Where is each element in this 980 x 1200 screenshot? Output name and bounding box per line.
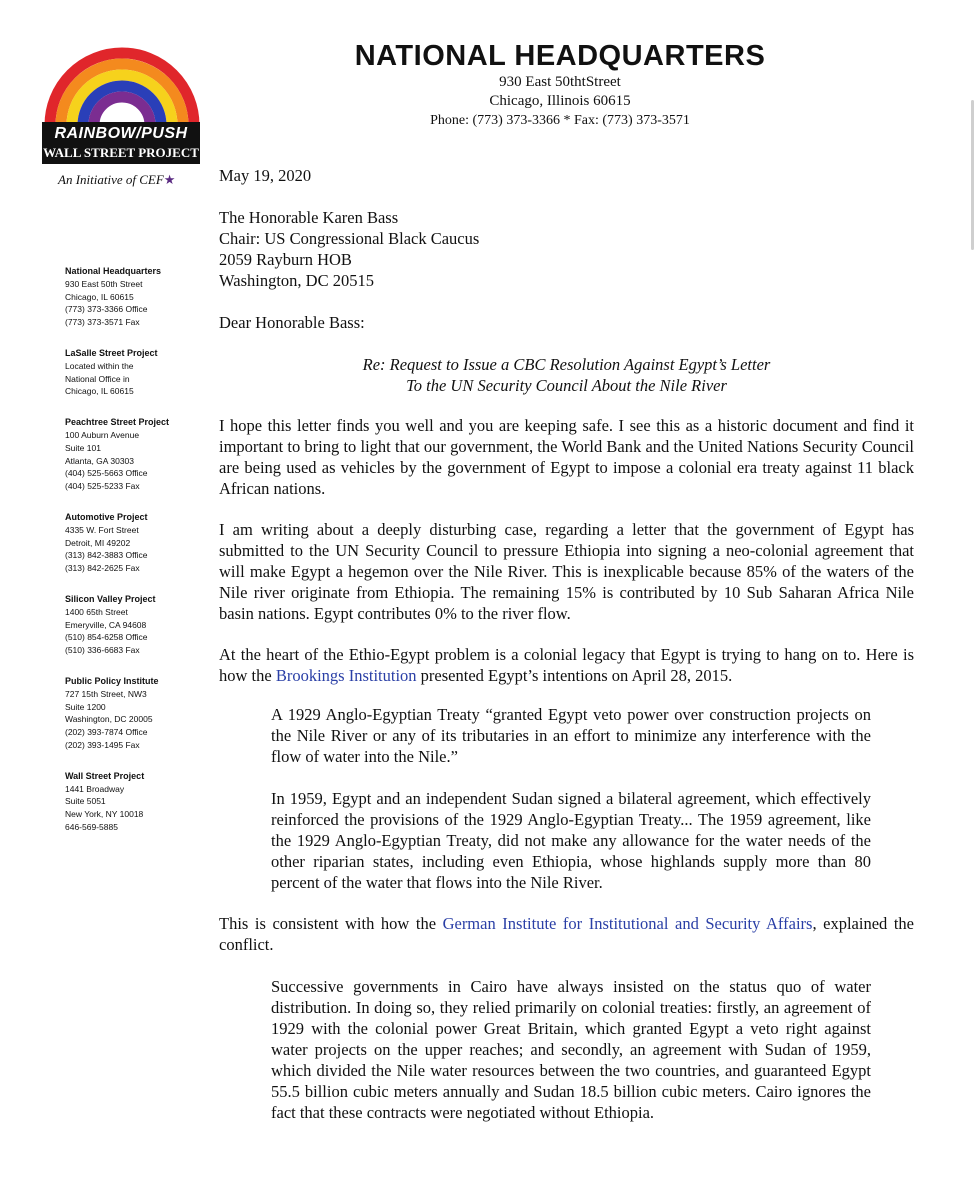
subject-line-1: Re: Request to Issue a CBC Resolution Against Egypt’s Letter [362, 355, 771, 374]
office-line: Emeryville, CA 94608 [65, 619, 147, 630]
quote-2: In 1959, Egypt and an independent Sudan signed a bilateral agreement, which effectively reinforced the provisions of the 1929 Anglo-Egyptian Treaty... The 1959 agreement, like the 1929 Anglo-Egyptian Treaty, did not make any allowance for the water needs of the other riparian states, including even Ethiopia, whose highlands supply more than 80 percent of the water that flows into the Nile River. [271, 789, 871, 892]
office-line: Detroit, MI 49202 [65, 537, 131, 548]
recipient-line: The Honorable Karen Bass [219, 208, 399, 227]
subject-line-2: To the UN Security Council About the Nile River [406, 376, 727, 395]
logo-banner [42, 122, 200, 164]
office-line: (313) 842-3883 Office [65, 550, 148, 561]
office-line: Suite 101 [65, 442, 101, 453]
office-line: (404) 525-5663 Office [65, 468, 148, 479]
office-block [65, 770, 215, 834]
initiative-text: An Initiative of CEF [58, 172, 164, 187]
office-line: 646-569-5885 [65, 821, 118, 832]
office-line: Washington, DC 20005 [65, 714, 153, 725]
office-line: Chicago, IL 60615 [65, 386, 134, 397]
office-block [65, 265, 215, 329]
office-line: Suite 5051 [65, 796, 106, 807]
paragraph-3-text-end: presented Egypt’s intentions on April 28, 2015. [416, 666, 733, 685]
office-block [65, 416, 215, 493]
office-line: (404) 525-5233 Fax [65, 481, 140, 492]
logo-subtitle: WALL STREET PROJECT [43, 145, 199, 160]
rainbow-push-logo [40, 30, 205, 170]
office-line: 727 15th Street, NW3 [65, 688, 147, 699]
recipient-line: Washington, DC 20515 [219, 271, 374, 290]
german-institute-link[interactable]: German Institute for Institutional and Security Affairs [442, 914, 813, 933]
quote-3: Successive governments in Cairo have always insisted on the status quo of water distribution. In doing so, they relied primarily on colonial treaties: firstly, an agreement of 1929 with the colonial power Great Britain, which granted Egypt a veto right against water projects on the upper reaches; and secondly, an agreement with Sudan of 1959, which divided the Nile water resources between the two countries, and guaranteed Egypt 55.5 billion cubic meters annually and Sudan 18.5 billion cubic meters. Cairo ignores the fact that these contracts were negotiated without Ethiopia. [271, 977, 871, 1122]
paragraph-1: I hope this letter finds you well and you are keeping safe. I see this as a historic document and find it important to bring to light that our government, the World Bank and the United Nations Security Council are being used as vehicles by the government of Egypt to impose a colonial era treaty against 11 black African nations. [219, 416, 914, 498]
recipient-line: 2059 Rayburn HOB [219, 250, 352, 269]
letterhead-header [300, 40, 820, 130]
office-line: (313) 842-2625 Fax [65, 563, 140, 574]
office-line: 100 Auburn Avenue [65, 429, 140, 440]
office-line: 930 East 50th Street [65, 278, 143, 289]
paragraph-4-text: This is consistent with how the [219, 914, 443, 933]
office-line: National Office in [65, 373, 130, 384]
paragraph-2: I am writing about a deeply disturbing case, regarding a letter that the government of Egypt has submitted to the UN Security Council to pressure Ethiopia into signing a neo-colonial agreement that will make Egypt a hegemon over the Nile River. This is inexplicable because 85% of the waters of the Nile river originate from Ethiopia. The remaining 15% is contributed by 10 Sub Saharan Africa Nile basin nations. Egypt contributes 0% to the river flow. [219, 520, 914, 623]
office-block [65, 675, 215, 752]
office-name: LaSalle Street Project [65, 347, 158, 358]
office-line: (202) 393-1495 Fax [65, 739, 140, 750]
office-line: 1441 Broadway [65, 783, 125, 794]
office-block [65, 347, 215, 398]
letterhead-sidebar [40, 30, 215, 187]
office-list [65, 265, 215, 852]
header-city: Chicago, Illinois 60615 [489, 93, 631, 109]
paragraph-4 [219, 913, 914, 955]
office-name: Automotive Project [65, 511, 148, 522]
recipient-line: Chair: US Congressional Black Caucus [219, 229, 480, 248]
office-name: Silicon Valley Project [65, 593, 156, 604]
office-name: Public Policy Institute [65, 675, 159, 686]
initiative-tagline [58, 172, 175, 188]
office-line: Atlanta, GA 30303 [65, 455, 134, 466]
office-line: Located within the [65, 360, 134, 371]
letter-date: May 19, 2020 [219, 166, 312, 185]
office-name: Wall Street Project [65, 770, 145, 781]
recipient-block [219, 207, 914, 291]
office-line: (510) 336-6683 Fax [65, 645, 140, 656]
rainbow-icon [40, 30, 205, 130]
office-block [65, 593, 215, 657]
scrollbar[interactable] [971, 100, 974, 250]
paragraph-4-text-end: , explained the conflict. [219, 914, 914, 954]
office-name: National Headquarters [65, 266, 162, 276]
brookings-link[interactable]: Brookings Institution [275, 666, 417, 685]
headquarters-title: NATIONAL HEADQUARTERS [354, 40, 766, 72]
office-line: (202) 393-7874 Office [65, 727, 148, 738]
office-line: (773) 373-3366 Office [65, 304, 148, 315]
quote-1: A 1929 Anglo-Egyptian Treaty “granted Egypt veto power over construction projects on the Nile River or any of its tributaries in an effort to minimize any interference with the flow of water into the Nile.” [271, 705, 871, 766]
header-street: 930 East 50thtStreet [499, 74, 621, 90]
office-line: 1400 65th Street [65, 606, 128, 617]
office-line: (510) 854-6258 Office [65, 632, 148, 643]
paragraph-3-text: At the heart of the Ethio-Egypt problem is a colonial legacy that Egypt is trying to hang on to. Here is how the [219, 645, 914, 685]
office-line: (773) 373-3571 Fax [65, 317, 140, 328]
office-line: 4335 W. Fort Street [65, 524, 139, 535]
salutation: Dear Honorable Bass: [219, 313, 365, 332]
paragraph-3 [219, 644, 914, 686]
letter-body [219, 165, 914, 1123]
office-line: Chicago, IL 60615 [65, 291, 134, 302]
office-line: New York, NY 10018 [65, 809, 144, 820]
subject-line [219, 354, 914, 396]
header-phone: Phone: (773) 373-3366 * Fax: (773) 373-3571 [430, 113, 690, 128]
office-block [65, 511, 215, 575]
star-icon: ★ [163, 172, 176, 187]
office-line: Suite 1200 [65, 701, 106, 712]
office-name: Peachtree Street Project [65, 417, 170, 428]
logo-title: RAINBOW/PUSH [54, 125, 188, 142]
